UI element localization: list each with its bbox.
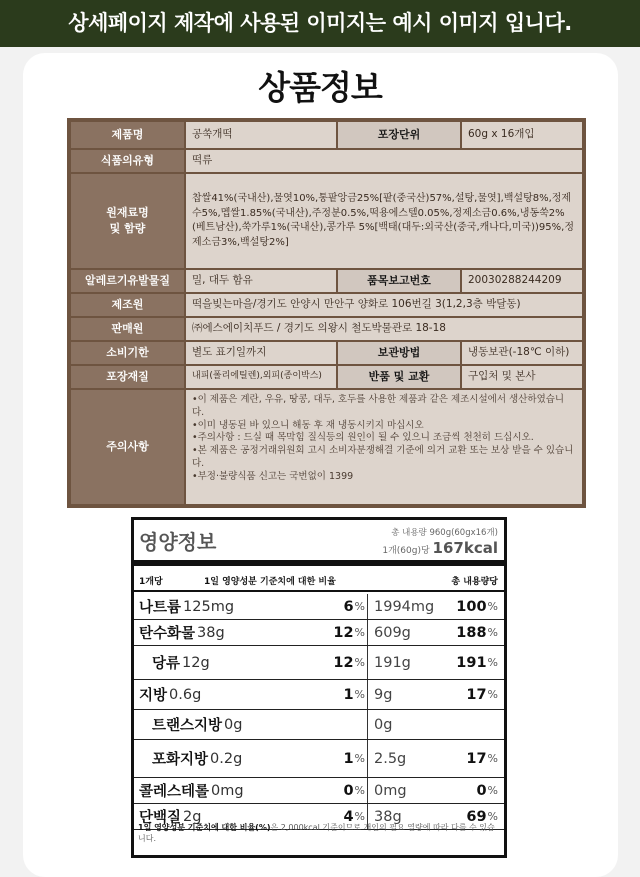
nutrition-row [134,710,504,740]
nutrient-amount: 38g [197,624,225,641]
disclaimer-banner: 상세페이지 제작에 사용된 이미지는 예시 이미지 입니다. [0,0,640,47]
nutrition-footnote [138,822,500,844]
allergen-value: 밀, 대두 함유 [186,270,336,292]
daily-percent [300,778,368,803]
page-title: 상품정보 [258,68,382,107]
nutrient-name [152,710,242,739]
total-percent-value: 17 [466,750,487,767]
daily-percent-value: 1 [343,750,354,767]
caution-line: •주의사항 : 드실 때 목막힘 질식등의 원인이 될 수 있으니 조금씩 천천히 드십시오. [192,432,534,444]
nutrient-name [139,680,201,709]
nutrient-amount: 2g [183,808,202,825]
percent-sign: % [354,656,365,669]
pack-unit-label: 포장단위 [338,122,460,148]
exchange-label: 반품 및 교환 [338,366,460,388]
storage-value: 냉동보관(-18℃ 이하) [462,342,582,364]
total-percent [456,594,498,619]
nutrition-row [134,620,504,646]
ingredients-label: 원재료명 및 함량 [71,174,184,268]
nutrition-row [134,680,504,710]
percent-sign: % [354,810,365,823]
nutrient-amount: 125mg [183,598,235,615]
total-amount: 191g [374,654,411,671]
nutrient-amount: 0g [224,716,243,733]
caution-line: •본 제품은 공정거래위원회 고시 소비자분쟁해결 기준에 의거 교환 또는 보상 받을 수 있습니다. [192,445,574,470]
daily-percent [300,620,368,645]
info-row [71,366,582,388]
total-percent-value: 17 [466,686,487,703]
info-row [71,122,582,148]
nutrition-column-header [134,566,504,592]
report-no-label: 품목보고번호 [338,270,460,292]
percent-sign: % [487,810,498,823]
percent-sign: % [354,752,365,765]
nutrient-name [152,740,242,777]
nutrient-amount: 0.2g [210,750,243,767]
percent-sign: % [354,600,365,613]
total-percent [466,680,498,709]
info-row [71,270,582,292]
nutrition-facts-panel [131,517,507,858]
nutrition-row [134,778,504,804]
expiry-value: 별도 표기일까지 [186,342,336,364]
total-content: 총 내용량 960g(60gx16개) [391,528,498,538]
nutrient-label: 나트륨 [139,600,182,616]
seller-label: 판매원 [71,318,184,340]
footnote-bold: 1일 영양성분 기준치에 대한 비율(%) [138,823,271,832]
total-amount: 609g [374,624,411,641]
total-percent-value: 100 [456,598,487,615]
packaging-value: 내피(폴리에틸렌),외피(종이박스) [186,366,336,388]
maker-label: 제조원 [71,294,184,316]
serving-calories [382,539,498,557]
product-info-table [67,118,586,508]
percent-sign: % [354,688,365,701]
footnote-text: 은 2,000kcal 기준이므로 개인의 필요 열량에 따라 다를 수 있습니다. [138,823,495,844]
percent-sign: % [487,626,498,639]
nutrient-label: 단백질 [139,810,182,826]
total-percent [476,778,498,803]
daily-percent [300,710,368,739]
nutrient-label: 지방 [139,688,168,704]
nutrient-label: 당류 [152,656,181,672]
daily-percent-value: 0 [343,782,354,799]
nutrient-label: 콜레스테롤 [139,784,210,800]
total-percent [456,620,498,645]
total-amount: 1994mg [374,598,435,615]
nutrient-label: 포화지방 [152,752,209,768]
daily-percent-value: 1 [343,686,354,703]
nutrient-amount: 0.6g [169,686,202,703]
daily-percent [300,594,368,619]
nutrition-title: 영양정보 [139,530,217,554]
info-row [71,342,582,364]
nutrient-name [139,594,234,619]
total-amount: 38g [374,808,402,825]
exchange-value: 구입처 및 본사 [462,366,582,388]
pack-unit-value: 60g x 16개입 [462,122,582,148]
packaging-label: 포장재질 [71,366,184,388]
percent-sign: % [487,688,498,701]
daily-percent-value: 4 [343,808,354,825]
nutrient-name [152,646,210,679]
product-name-value: 공쑥개떡 [186,122,336,148]
total-percent [456,646,498,679]
storage-label: 보관방법 [338,342,460,364]
nutrition-header [134,520,504,566]
info-row [71,150,582,172]
ingredients-value: 찹쌀41%(국내산),물엿10%,통팥앙금25%[팥(중국산)57%,설탕,물엿],백설탕8%,정제수5%,멥쌀1.85%(국내산),주정분0.5%,떡용에스텔0.05%,정제소금0.6%,냉동쑥2%(베트남산),쑥가루1%(국내산),콩가루 5%[백태(대두:외국산(중국,캐나다,미국))95%,정제소금3%,백설탕2%] [186,174,582,268]
serving-prefix: 1개(60g)당 [382,546,430,556]
nutrient-amount: 0mg [211,782,244,799]
percent-sign: % [354,626,365,639]
nutrient-label: 탄수화물 [139,626,196,642]
total-percent-value: 191 [456,654,487,671]
food-type-value: 떡류 [186,150,582,172]
total-percent-value: 0 [476,782,487,799]
total-percent [466,740,498,777]
info-row [71,390,582,504]
daily-percent-value: 12 [333,654,354,671]
nutrient-name [139,778,244,803]
info-row [71,294,582,316]
nutrition-row [134,594,504,620]
total-percent-value: 69 [466,808,487,825]
food-type-label: 식품의유형 [71,150,184,172]
expiry-label: 소비기한 [71,342,184,364]
product-name-label: 제품명 [71,122,184,148]
col-total: 총 내용량당 [451,577,498,587]
percent-sign: % [487,784,498,797]
report-no-value: 20030288244209 [462,270,582,292]
daily-percent [300,680,368,709]
caution-line: •이 제품은 계란, 우유, 땅콩, 대두, 호두를 사용한 제품과 같은 제조시설에서 생산하였습니다. [192,394,565,418]
nutrient-name [139,620,225,645]
daily-percent-value: 6 [343,598,354,615]
nutrition-row [134,646,504,680]
nutrient-label: 트랜스지방 [152,718,223,734]
serving-kcal: 167kcal [432,539,498,557]
daily-percent-value: 12 [333,624,354,641]
nutrition-row [134,740,504,778]
caution-label: 주의사항 [71,390,184,504]
seller-value: ㈜에스에이치푸드 / 경기도 의왕시 철도박물관로 18-18 [186,318,582,340]
percent-sign: % [487,656,498,669]
percent-sign: % [354,784,365,797]
total-percent-value: 188 [456,624,487,641]
percent-sign: % [487,752,498,765]
caution-line: •이미 냉동된 바 있으니 해동 후 재 냉동시키지 마십시오 [192,419,424,431]
allergen-label: 알레르기유발물질 [71,270,184,292]
total-amount: 0mg [374,782,407,799]
daily-percent [300,740,368,777]
info-row [71,174,582,268]
total-amount: 2.5g [374,750,407,767]
info-row [71,318,582,340]
col-daily: 1일 영양성분 기준치에 대한 비율 [204,577,336,587]
daily-percent [300,646,368,679]
nutrient-amount: 12g [182,654,210,671]
col-serving: 1개당 [139,577,163,587]
caution-value [186,390,582,504]
caution-line: •부정·불량식품 신고는 국번없이 1399 [192,470,354,482]
total-amount: 0g [374,716,393,733]
maker-value: 떡을빚는마을/경기도 안양시 만안구 양화로 106번길 3(1,2,3층 박달동) [186,294,582,316]
percent-sign: % [487,600,498,613]
total-amount: 9g [374,686,393,703]
